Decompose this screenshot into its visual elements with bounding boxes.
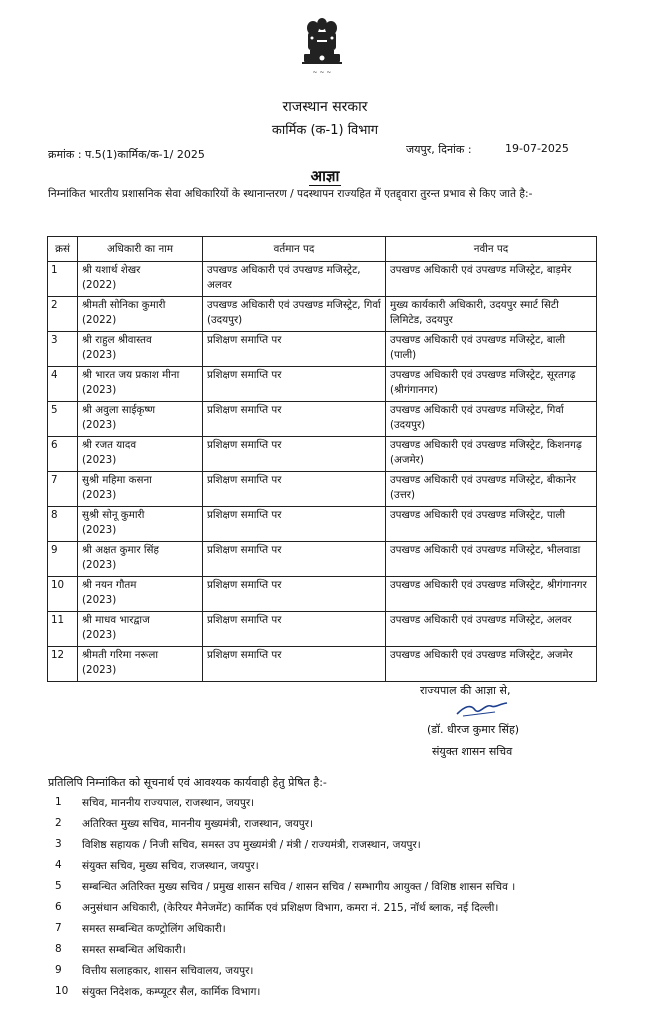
column-header-name: अधिकारी का नाम <box>78 237 203 262</box>
place-date-label: जयपुर, दिनांक : <box>406 143 472 156</box>
table-row <box>48 542 597 577</box>
copy-to-item-number: 10 <box>55 985 69 997</box>
officer-batch: (2022) <box>82 279 117 291</box>
copy-to-item-number: 8 <box>55 943 62 955</box>
order-title-text: आज्ञा <box>310 167 340 185</box>
table-row <box>48 262 597 297</box>
cell-sn: 8 <box>48 507 78 542</box>
officer-batch: (2023) <box>82 454 117 466</box>
column-header-new-post: नवीन पद <box>386 237 597 262</box>
copy-to-item-number: 6 <box>55 901 62 913</box>
officer-name: श्री राहुल श्रीवास्तव <box>82 334 152 346</box>
cell-current-post: उपखण्ड अधिकारी एवं उपखण्ड मजिस्ट्रेट, गिर्वा (उदयपुर) <box>203 297 386 332</box>
column-header-current-post: वर्तमान पद <box>203 237 386 262</box>
table-row <box>48 402 597 437</box>
officer-name: श्रीमती सोनिका कुमारी <box>82 299 166 311</box>
signatory-name: (डॉ. धीरज कुमार सिंह) <box>427 723 520 736</box>
cell-sn: 10 <box>48 577 78 612</box>
copy-to-item-number: 1 <box>55 796 62 808</box>
cell-sn: 6 <box>48 437 78 472</box>
table-row <box>48 332 597 367</box>
copy-to-item-text: वित्तीय सलाहकार, शासन सचिवालय, जयपुर। <box>82 965 254 977</box>
cell-current-post: प्रशिक्षण समाप्ति पर <box>203 647 386 682</box>
table-row <box>48 297 597 332</box>
copy-to-item-number: 5 <box>55 880 62 892</box>
cell-current-post: प्रशिक्षण समाप्ति पर <box>203 507 386 542</box>
table-row <box>48 507 597 542</box>
column-header-sn: क्रसं <box>48 237 78 262</box>
signature-mark <box>455 700 510 718</box>
copy-to-item-text: विशिष्ठ सहायक / निजी सचिव, समस्त उप मुख्यमंत्री / मंत्री / राज्यमंत्री, राजस्थान, जयपुर। <box>82 839 421 851</box>
cell-new-post: मुख्य कार्यकारी अधिकारी, उदयपुर स्मार्ट सिटी लिमिटेड, उदयपुर <box>386 297 597 332</box>
transfer-table <box>47 236 597 682</box>
cell-officer-name <box>78 542 203 577</box>
copy-to-item-number: 2 <box>55 817 62 829</box>
officer-batch: (2023) <box>82 664 117 676</box>
cell-officer-name <box>78 332 203 367</box>
cell-current-post: प्रशिक्षण समाप्ति पर <box>203 612 386 647</box>
copy-to-item-text: अतिरिक्त मुख्य सचिव, माननीय मुख्यमंत्री, राजस्थान, जयपुर। <box>82 818 314 830</box>
copy-to-item-text: संयुक्त निदेशक, कम्प्यूटर सैल, कार्मिक विभाग। <box>82 986 261 998</box>
cell-sn: 7 <box>48 472 78 507</box>
cell-sn: 5 <box>48 402 78 437</box>
officer-name: श्री अवुला साईकृष्ण <box>82 404 156 416</box>
cell-new-post: उपखण्ड अधिकारी एवं उपखण्ड मजिस्ट्रेट, बाली (पाली) <box>386 332 597 367</box>
cell-current-post: प्रशिक्षण समाप्ति पर <box>203 332 386 367</box>
cell-sn: 9 <box>48 542 78 577</box>
officer-batch: (2023) <box>82 559 117 571</box>
officer-batch: (2023) <box>82 349 117 361</box>
state-emblem-icon <box>292 14 352 80</box>
officer-name: श्री माधव भारद्वाज <box>82 614 150 626</box>
cell-sn: 2 <box>48 297 78 332</box>
copy-to-item-text: अनुसंधान अधिकारी, (केरियर मैनेजमेंट) कार्मिक एवं प्रशिक्षण विभाग, कमरा नं. 215, नॉर्थ ब्लाक, नई दिल्ली। <box>82 902 499 914</box>
officer-batch: (2023) <box>82 384 117 396</box>
cell-current-post: प्रशिक्षण समाप्ति पर <box>203 472 386 507</box>
svg-text:~ ~ ~: ~ ~ ~ <box>312 69 332 76</box>
table-row <box>48 612 597 647</box>
copy-to-item-text: समस्त सम्बन्धित कण्ट्रोलिंग अधिकारी। <box>82 923 226 935</box>
copy-to-item-text: समस्त सम्बन्धित अधिकारी। <box>82 944 186 956</box>
cell-sn: 1 <box>48 262 78 297</box>
officer-batch: (2023) <box>82 629 117 641</box>
cell-officer-name <box>78 472 203 507</box>
cell-new-post: उपखण्ड अधिकारी एवं उपखण्ड मजिस्ट्रेट, अजमेर <box>386 647 597 682</box>
table-row <box>48 367 597 402</box>
copy-to-item-text: सचिव, माननीय राज्यपाल, राजस्थान, जयपुर। <box>82 797 255 809</box>
cell-new-post: उपखण्ड अधिकारी एवं उपखण्ड मजिस्ट्रेट, सूरतगढ़ (श्रीगंगानगर) <box>386 367 597 402</box>
officer-name: श्री रजत यादव <box>82 439 137 451</box>
table-header-row <box>48 237 597 262</box>
officer-batch: (2023) <box>82 489 117 501</box>
signatory-designation: संयुक्त शासन सचिव <box>432 745 513 758</box>
copy-to-item-text: सम्बन्धित अतिरिक्त मुख्य सचिव / प्रमुख शासन सचिव / शासन सचिव / सम्भागीय आयुक्त / विशिष्ठ शासन सचिव । <box>82 881 516 893</box>
cell-officer-name <box>78 577 203 612</box>
officer-batch: (2022) <box>82 314 117 326</box>
order-date: 19-07-2025 <box>505 142 569 155</box>
cell-sn: 11 <box>48 612 78 647</box>
copy-to-heading: प्रतिलिपि निम्नांकित को सूचनार्थ एवं आवश्यक कार्यवाही हेतु प्रेषित है:- <box>48 776 327 789</box>
cell-new-post: उपखण्ड अधिकारी एवं उपखण्ड मजिस्ट्रेट, पाली <box>386 507 597 542</box>
cell-sn: 12 <box>48 647 78 682</box>
officer-name: सुश्री सोनू कुमारी <box>82 509 145 521</box>
cell-officer-name <box>78 297 203 332</box>
department-name: कार्मिक (क-1) विभाग <box>271 123 379 138</box>
cell-sn: 3 <box>48 332 78 367</box>
cell-current-post: प्रशिक्षण समाप्ति पर <box>203 577 386 612</box>
officer-name: श्री नयन गौतम <box>82 579 137 591</box>
cell-new-post: उपखण्ड अधिकारी एवं उपखण्ड मजिस्ट्रेट, बाड़मेर <box>386 262 597 297</box>
cell-current-post: प्रशिक्षण समाप्ति पर <box>203 542 386 577</box>
intro-paragraph: निम्नांकित भारतीय प्रशासनिक सेवा अधिकारियों के स्थानान्तरण / पदस्थापन राज्यहित में एतद्द्वारा तुरन्त प्रभाव से किए जाते है:- <box>48 188 533 200</box>
officer-name: श्रीमती गरिमा नरूला <box>82 649 159 661</box>
officer-batch: (2023) <box>82 594 117 606</box>
officer-name: सुश्री महिमा कसना <box>82 474 152 486</box>
officer-name: श्री अक्षत कुमार सिंह <box>82 544 159 556</box>
cell-new-post: उपखण्ड अधिकारी एवं उपखण्ड मजिस्ट्रेट, गिर्वा (उदयपुर) <box>386 402 597 437</box>
cell-officer-name <box>78 612 203 647</box>
cell-officer-name <box>78 367 203 402</box>
cell-new-post: उपखण्ड अधिकारी एवं उपखण्ड मजिस्ट्रेट, अलवर <box>386 612 597 647</box>
officer-name: श्री भारत जय प्रकाश मीना <box>82 369 180 381</box>
officer-batch: (2023) <box>82 419 117 431</box>
copy-to-item-number: 4 <box>55 859 62 871</box>
government-name: राजस्थान सरकार <box>282 99 368 115</box>
order-number: क्रमांक : प.5(1)कार्मिक/क-1/ 2025 <box>48 148 205 161</box>
cell-officer-name <box>78 437 203 472</box>
cell-sn: 4 <box>48 367 78 402</box>
copy-to-item-number: 9 <box>55 964 62 976</box>
officer-batch: (2023) <box>82 524 117 536</box>
cell-current-post: प्रशिक्षण समाप्ति पर <box>203 367 386 402</box>
cell-current-post: प्रशिक्षण समाप्ति पर <box>203 437 386 472</box>
order-title <box>0 166 650 186</box>
cell-current-post: उपखण्ड अधिकारी एवं उपखण्ड मजिस्ट्रेट, अलवर <box>203 262 386 297</box>
officer-name: श्री यशार्थ शेखर <box>82 264 141 276</box>
cell-new-post: उपखण्ड अधिकारी एवं उपखण्ड मजिस्ट्रेट, भीलवाडा <box>386 542 597 577</box>
cell-officer-name <box>78 647 203 682</box>
table-row <box>48 577 597 612</box>
table-row <box>48 647 597 682</box>
table-row <box>48 437 597 472</box>
table-row <box>48 472 597 507</box>
cell-new-post: उपखण्ड अधिकारी एवं उपखण्ड मजिस्ट्रेट, किशनगढ़ (अजमेर) <box>386 437 597 472</box>
cell-new-post: उपखण्ड अधिकारी एवं उपखण्ड मजिस्ट्रेट, बीकानेर (उत्तर) <box>386 472 597 507</box>
copy-to-item-text: संयुक्त सचिव, मुख्य सचिव, राजस्थान, जयपुर। <box>82 860 259 872</box>
copy-to-item-number: 3 <box>55 838 62 850</box>
cell-officer-name <box>78 262 203 297</box>
cell-current-post: प्रशिक्षण समाप्ति पर <box>203 402 386 437</box>
cell-new-post: उपखण्ड अधिकारी एवं उपखण्ड मजिस्ट्रेट, श्रीगंगानगर <box>386 577 597 612</box>
cell-officer-name <box>78 402 203 437</box>
cell-officer-name <box>78 507 203 542</box>
copy-to-item-number: 7 <box>55 922 62 934</box>
by-order-of-governor: राज्यपाल की आज्ञा से, <box>420 684 511 697</box>
